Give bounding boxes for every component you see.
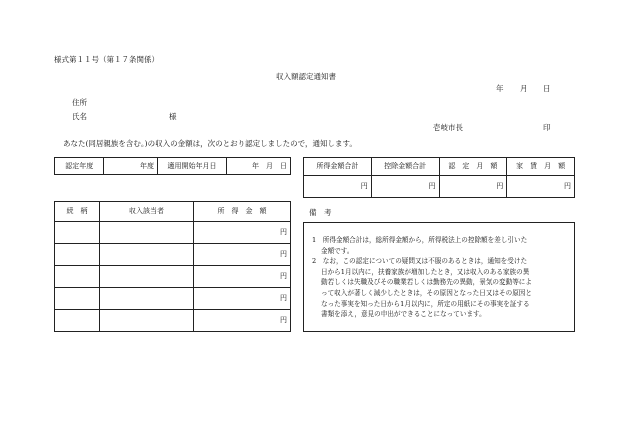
address-label: 住所 — [72, 98, 87, 107]
monthly-rent-cell: 円 — [507, 176, 575, 198]
relation-cell — [55, 288, 100, 310]
remarks-note-2-line: 2 なお，この認定についての疑問又は不服のあるときは，通知を受けた — [312, 257, 528, 266]
income-amount-cell: 円 — [194, 244, 291, 266]
relation-header: 続 柄 — [55, 202, 100, 222]
income-amount-cell: 円 — [194, 288, 291, 310]
person-cell — [100, 266, 194, 288]
remarks-title: 備 考 — [309, 208, 332, 217]
remarks-note-2-line: 書類を添え，意見の申出ができることになっています。 — [321, 310, 486, 319]
document-title: 収入額認定通知書 — [276, 72, 336, 81]
income-amount-cell: 円 — [194, 266, 291, 288]
relation-cell — [55, 244, 100, 266]
date-day-label: 日 — [543, 84, 551, 93]
date-month-label: 月 — [520, 84, 528, 93]
total-income-cell: 円 — [304, 176, 372, 198]
income-amount-cell: 円 — [194, 222, 291, 244]
table-row — [55, 266, 291, 288]
relation-cell — [55, 266, 100, 288]
income-table — [54, 201, 291, 332]
issuer-name: 壱岐市長 — [433, 123, 463, 132]
income-amount-cell: 円 — [194, 310, 291, 332]
form-number: 様式第１１号（第１７条関係） — [54, 55, 159, 64]
remarks-note-2-line: 日から1月以内に，扶養家族が増加したとき，又は収入のある家族の異 — [321, 267, 530, 276]
monthly-recognized-cell: 円 — [439, 176, 507, 198]
amount-table — [303, 157, 575, 198]
remarks-box — [303, 222, 575, 332]
seal-mark: 印 — [543, 123, 551, 132]
honorific: 様 — [169, 112, 177, 121]
fiscal-year-table — [54, 157, 291, 175]
table-row — [55, 288, 291, 310]
remarks-note-2-line: 動若しくは失職及びその職業若しくは勤務先の異動，景気の変動等によ — [321, 278, 532, 287]
person-cell — [100, 288, 194, 310]
remarks-note-1-line: 金額です。 — [321, 246, 354, 255]
remarks-note-1-line: 1 所得金額合計は，総所得金額から，所得税法上の控除額を差し引いた — [312, 236, 528, 244]
person-header: 収入該当者 — [100, 202, 194, 222]
person-cell — [100, 222, 194, 244]
person-cell — [100, 244, 194, 266]
remarks-note-2-line: なった事実を知った日から1月以内に，所定の用紙にその事実を証する — [321, 299, 530, 308]
intro-text: あなた(同居親族を含む。)の収入の金額は，次のとおり認定しましたので，通知します。 — [63, 139, 357, 148]
table-row — [55, 222, 291, 244]
start-date-label: 適用開始年月日 — [158, 158, 227, 175]
name-label: 氏名 — [72, 112, 87, 121]
relation-cell — [55, 310, 100, 332]
total-deduction-cell: 円 — [371, 176, 439, 198]
table-row — [55, 244, 291, 266]
start-date-value: 年 月 日 — [227, 158, 291, 175]
fiscal-year-value: 年度 — [104, 158, 158, 175]
table-row — [55, 310, 291, 332]
relation-cell — [55, 222, 100, 244]
total-income-header: 所得金額合計 — [304, 158, 372, 176]
fiscal-year-label: 認定年度 — [55, 158, 104, 175]
date-year-label: 年 — [496, 84, 504, 93]
monthly-rent-header: 家 賃 月 額 — [507, 158, 575, 176]
total-deduction-header: 控除金額合計 — [371, 158, 439, 176]
person-cell — [100, 310, 194, 332]
remarks-note-2-line: って収入が著しく減少したときは，その原因となった日又はその原因と — [321, 288, 532, 297]
monthly-recognized-header: 認 定 月 額 — [439, 158, 507, 176]
income-amount-header: 所 得 金 額 — [194, 202, 291, 222]
